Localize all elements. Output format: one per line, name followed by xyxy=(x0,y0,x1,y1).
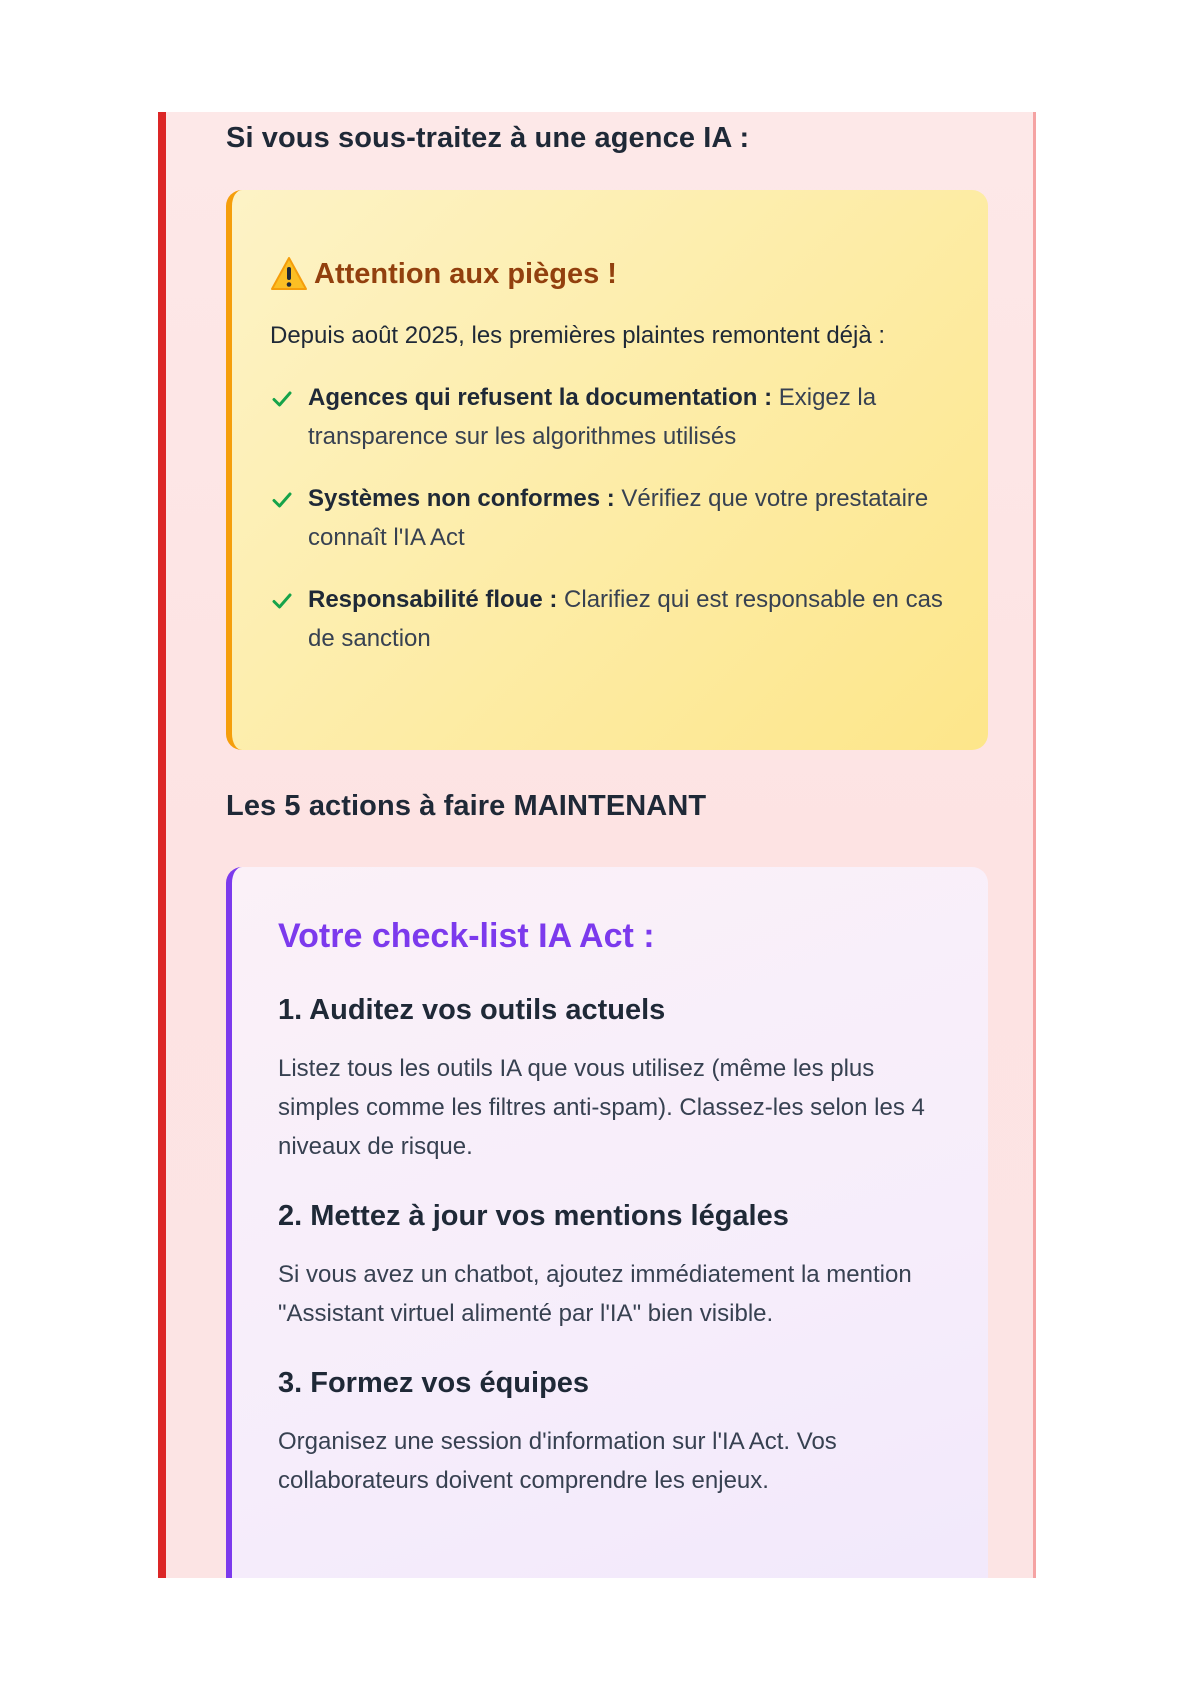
step-title: 3. Formez vos équipes xyxy=(278,1367,590,1399)
warning-title xyxy=(270,256,948,292)
warning-list-item xyxy=(270,378,948,456)
checklist-callout xyxy=(226,867,988,1578)
step-description: Organisez une session d'information sur l'IA Act. Vos collaborateurs doivent comprendre les enjeux. xyxy=(278,1428,837,1494)
check-icon xyxy=(272,491,292,509)
check-icon xyxy=(272,592,292,610)
warning-item-label: Agences qui refusent la documentation : xyxy=(308,384,773,411)
warning-list-item xyxy=(270,580,948,658)
warning-callout xyxy=(226,190,988,750)
warning-item-detail: Clarifiez qui est responsable en cas de sanction xyxy=(308,586,943,652)
check-icon xyxy=(272,390,292,408)
warning-item-text xyxy=(308,479,948,557)
warning-item-detail: Exigez la transparence sur les algorithmes utilisés xyxy=(308,384,877,450)
agency-section-heading: Si vous sous-traitez à une agence IA : xyxy=(226,122,750,154)
warning-intro: Depuis août 2025, les premières plaintes remontent déjà : xyxy=(270,322,886,349)
warning-title-text: Attention aux pièges ! xyxy=(314,257,617,290)
warning-icon xyxy=(270,256,308,292)
warning-item-detail: Vérifiez que votre prestataire connaît l'IA Act xyxy=(308,485,929,551)
warning-list-item xyxy=(270,479,948,557)
content-panel xyxy=(158,112,1036,1578)
checklist-title: Votre check-list IA Act : xyxy=(278,917,655,955)
step-description: Si vous avez un chatbot, ajoutez immédiatement la mention "Assistant virtuel alimenté par l'IA" bien visible. xyxy=(278,1261,912,1327)
step-title: 1. Auditez vos outils actuels xyxy=(278,994,666,1026)
step-title: 2. Mettez à jour vos mentions légales xyxy=(278,1200,789,1232)
warning-item-label: Systèmes non conformes : xyxy=(308,485,615,512)
warning-list xyxy=(270,378,948,658)
warning-item-text xyxy=(308,378,948,456)
warning-item-label: Responsabilité floue : xyxy=(308,586,558,613)
step-description: Listez tous les outils IA que vous utilisez (même les plus simples comme les filtres anti-spam). Classez-les selon les 4 niveaux de risque. xyxy=(278,1055,925,1160)
warning-item-text xyxy=(308,580,948,658)
actions-section-heading: Les 5 actions à faire MAINTENANT xyxy=(226,790,707,822)
